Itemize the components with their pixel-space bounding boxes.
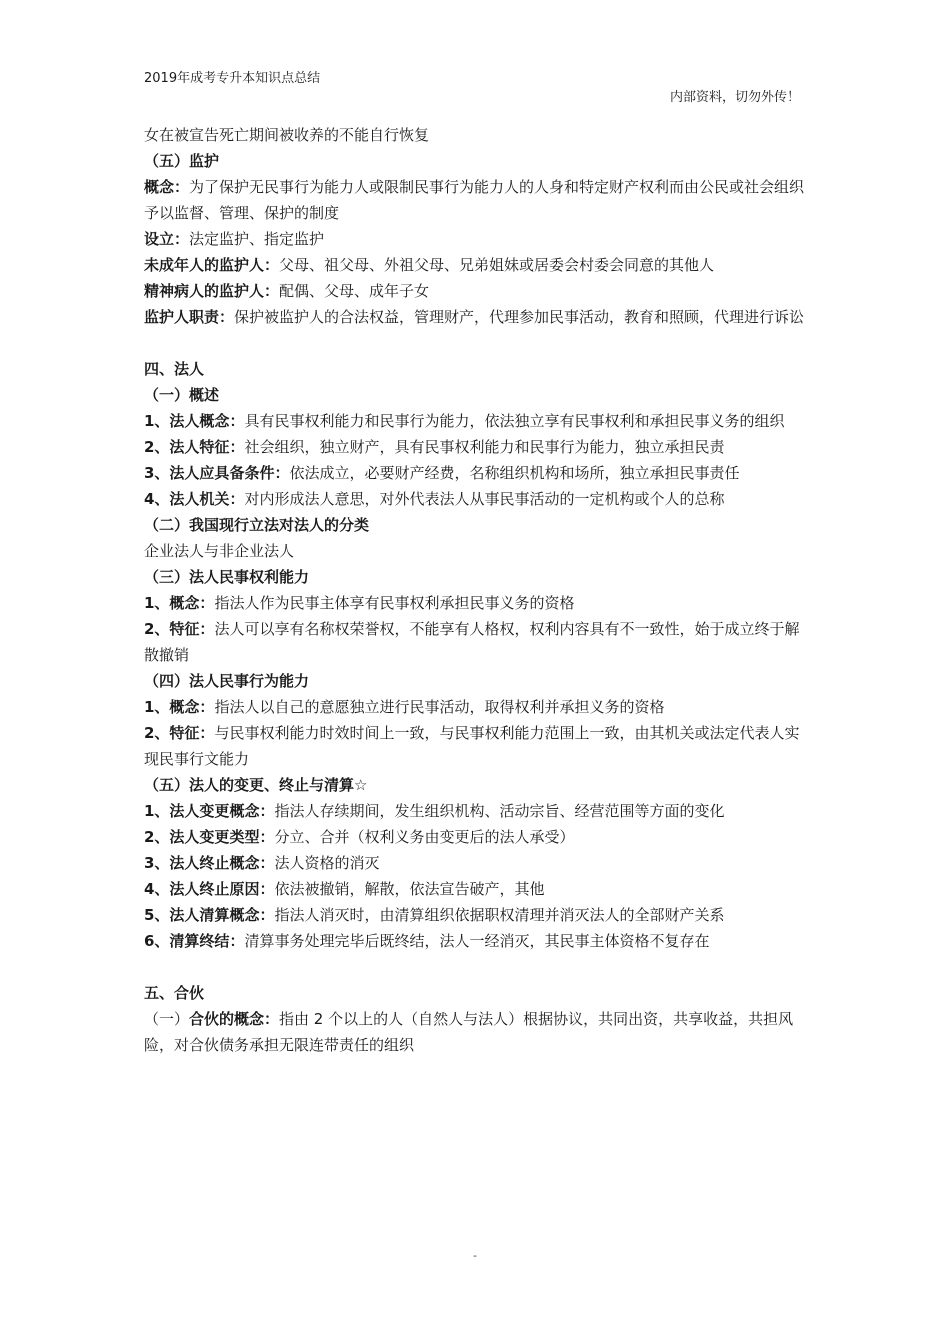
term-label: 2、法人特征： (144, 438, 245, 456)
text-line (144, 928, 812, 954)
term-label: 4、法人终止原因： (144, 880, 275, 898)
term-label: 概念： (144, 178, 190, 196)
heading-text: （二）我国现行立法对法人的分类 (144, 516, 370, 534)
term-label: 2、特征： (144, 620, 215, 638)
heading-text: 四、法人 (144, 360, 205, 378)
text-line (144, 902, 812, 928)
term-text: 清算事务处理完毕后既终结，法人一经消灭，其民事主体资格不复存在 (244, 932, 710, 950)
text-line (144, 434, 812, 460)
text-line (144, 252, 812, 278)
term-label: 3、法人终止概念： (144, 854, 275, 872)
text-line (144, 1006, 812, 1058)
line-text: 女在被宣告死亡期间被收养的不能自行恢复 (144, 126, 430, 144)
text-line (144, 720, 812, 772)
document-body (144, 122, 812, 1058)
term-text: 依法被撤销，解散，依法宣告破产，其他 (274, 880, 545, 898)
heading-text: （四）法人民事行为能力 (144, 672, 310, 690)
header-title: 2019年成考专升本知识点总结 (144, 71, 321, 86)
section-heading (144, 668, 812, 694)
term-text: 与民事权利能力时效时间上一致，与民事权利能力范围上一致，由其机关或法定代表人实现民事行文能力 (144, 724, 800, 768)
text-line (144, 798, 812, 824)
text-line (144, 616, 812, 668)
term-label: 3、法人应具备条件： (144, 464, 290, 482)
term-text: 为了保护无民事行为能力人或限制民事行为能力人的人身和特定财产权利而由公民或社会组织予以监督、管理、保护的制度 (144, 178, 805, 222)
term-label: 6、清算终结： (144, 932, 245, 950)
text-line (144, 174, 812, 226)
text-line (144, 408, 812, 434)
term-label: 1、法人变更概念： (144, 802, 275, 820)
text-line (144, 226, 812, 252)
text-line (144, 278, 812, 304)
term-text: 指法人作为民事主体享有民事权利承担民事义务的资格 (214, 594, 575, 612)
text-line (144, 538, 812, 564)
text-line (144, 460, 812, 486)
section-heading (144, 512, 812, 538)
text-line (144, 824, 812, 850)
term-label: 2、法人变更类型： (144, 828, 275, 846)
term-text: 具有民事权利能力和民事行为能力，依法独立享有民事权利和承担民事义务的组织 (244, 412, 785, 430)
term-text: 法人资格的消灭 (274, 854, 380, 872)
term-label: 4、法人机关： (144, 490, 245, 508)
chapter-heading (144, 356, 812, 382)
term-prefix: （一） (144, 1010, 190, 1028)
term-text: 父母、祖父母、外祖父母、兄弟姐妹或居委会村委会同意的其他人 (279, 256, 715, 274)
text-line (144, 590, 812, 616)
text-line (144, 876, 812, 902)
term-label: 设立： (144, 230, 190, 248)
section-heading (144, 772, 812, 798)
term-text: 配偶、父母、成年子女 (279, 282, 430, 300)
section-heading (144, 148, 812, 174)
section-heading (144, 382, 812, 408)
term-text: 法人可以享有名称权荣誉权，不能享有人格权，权利内容具有不一致性，始于成立终于解散撤销 (144, 620, 800, 664)
term-label: 1、法人概念： (144, 412, 245, 430)
term-label: 未成年人的监护人： (144, 256, 280, 274)
term-label: 监护人职责： (144, 308, 235, 326)
chapter-heading (144, 980, 812, 1006)
term-label: 5、法人清算概念： (144, 906, 275, 924)
text-line (144, 304, 812, 330)
heading-text: （三）法人民事权利能力 (144, 568, 310, 586)
heading-text: （一）概述 (144, 386, 220, 404)
term-text: 指法人消灭时，由清算组织依据职权清理并消灭法人的全部财产关系 (274, 906, 725, 924)
term-text: 指法人存续期间，发生组织机构、活动宗旨、经营范围等方面的变化 (274, 802, 725, 820)
heading-text: 五、合伙 (144, 984, 205, 1002)
term-text: 依法成立，必要财产经费，名称组织机构和场所，独立承担民事责任 (289, 464, 740, 482)
term-text: 指由 2 个以上的人（自然人与法人）根据协议，共同出资，共享收益，共担风险，对合伙债务承担无限连带责任的组织 (144, 1010, 794, 1054)
heading-text: （五）监护 (144, 152, 220, 170)
term-text: 保护被监护人的合法权益，管理财产，代理参加民事活动，教育和照顾，代理进行诉讼 (234, 308, 805, 326)
term-text: 社会组织，独立财产，具有民事权利能力和民事行为能力，独立承担民责 (244, 438, 725, 456)
term-text: 指法人以自己的意愿独立进行民事活动，取得权利并承担义务的资格 (214, 698, 665, 716)
term-label: 1、概念： (144, 698, 215, 716)
section-heading (144, 564, 812, 590)
term-label: 合伙的概念： (189, 1010, 280, 1028)
line-text: 企业法人与非企业法人 (144, 542, 295, 560)
term-label: 2、特征： (144, 724, 215, 742)
heading-text: （五）法人的变更、终止与清算☆ (144, 776, 368, 794)
text-line (144, 486, 812, 512)
term-text: 分立、合并（权利义务由变更后的法人承受） (274, 828, 575, 846)
term-label: 精神病人的监护人： (144, 282, 280, 300)
header-notice: 内部资料，切勿外传！ (669, 90, 800, 105)
text-line (144, 122, 812, 148)
term-text: 法定监护、指定监护 (189, 230, 325, 248)
term-label: 1、概念： (144, 594, 215, 612)
term-text: 对内形成法人意思，对外代表法人从事民事活动的一定机构或个人的总称 (244, 490, 725, 508)
text-line (144, 694, 812, 720)
text-line (144, 850, 812, 876)
page-footer-mark: - (473, 1249, 477, 1262)
